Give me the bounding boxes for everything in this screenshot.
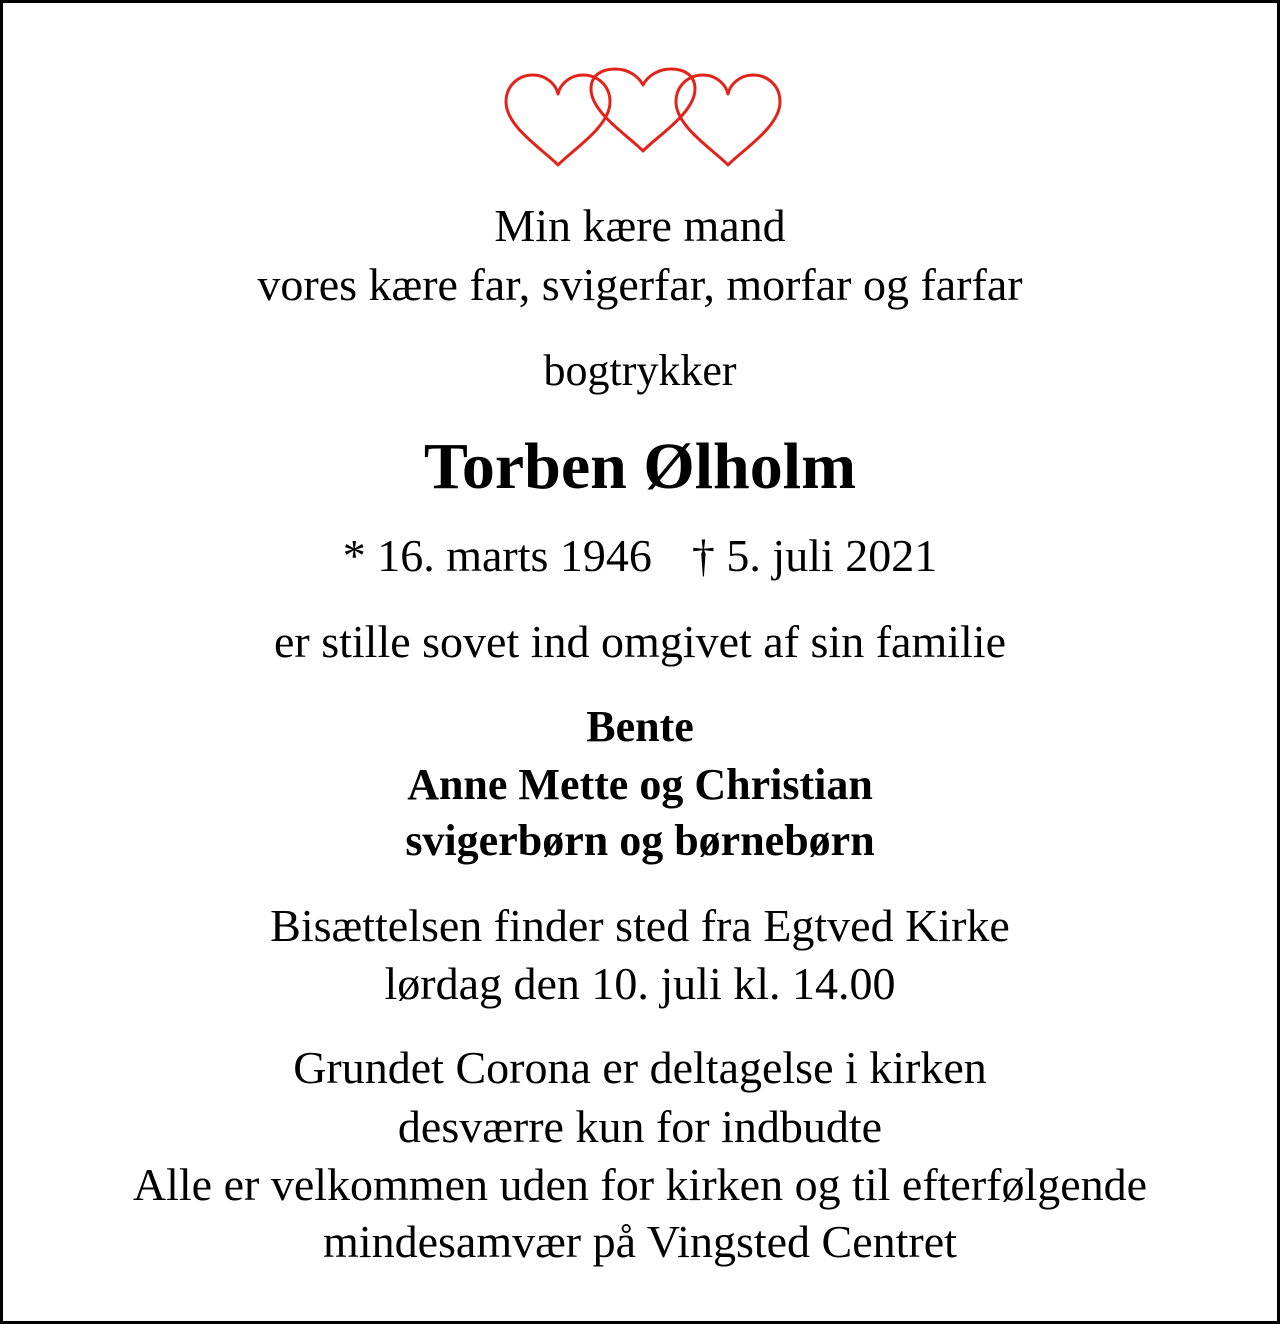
intro-line-2: vores kære far, svigerfar, morfar og farfar	[257, 259, 1023, 310]
funeral-line-2: lørdag den 10. juli kl. 14.00	[384, 958, 896, 1009]
family-line-1: Bente	[586, 702, 694, 751]
hearts-icon	[501, 65, 785, 171]
right-heart-icon	[676, 75, 780, 165]
corona-line-3: Alle er velkommen uden for kirken og til efterfølgende	[132, 1159, 1148, 1210]
funeral-line-1: Bisættelsen finder sted fra Egtved Kirke	[270, 900, 1010, 951]
middle-heart-icon	[591, 69, 695, 151]
occupation-title: bogtrykker	[543, 346, 737, 395]
life-dates	[3, 529, 1277, 582]
intro-line-1: Min kære mand	[494, 200, 786, 251]
corona-line-1: Grundet Corona er deltagelse i kirken	[293, 1042, 987, 1093]
deceased-name: Torben Ølholm	[423, 430, 857, 503]
corona-line-2: desværre kun for indbudte	[397, 1101, 883, 1152]
passing-statement: er stille sovet ind omgivet af sin familie	[273, 616, 1006, 667]
corona-line-4: mindesamvær på Vingsted Centret	[323, 1216, 957, 1267]
death-date: † 5. juli 2021	[691, 530, 938, 581]
left-heart-icon	[506, 75, 610, 165]
family-line-3: svigerbørn og børnebørn	[405, 816, 875, 865]
birth-date: * 16. marts 1946	[342, 530, 652, 581]
family-line-2: Anne Mette og Christian	[407, 760, 873, 809]
